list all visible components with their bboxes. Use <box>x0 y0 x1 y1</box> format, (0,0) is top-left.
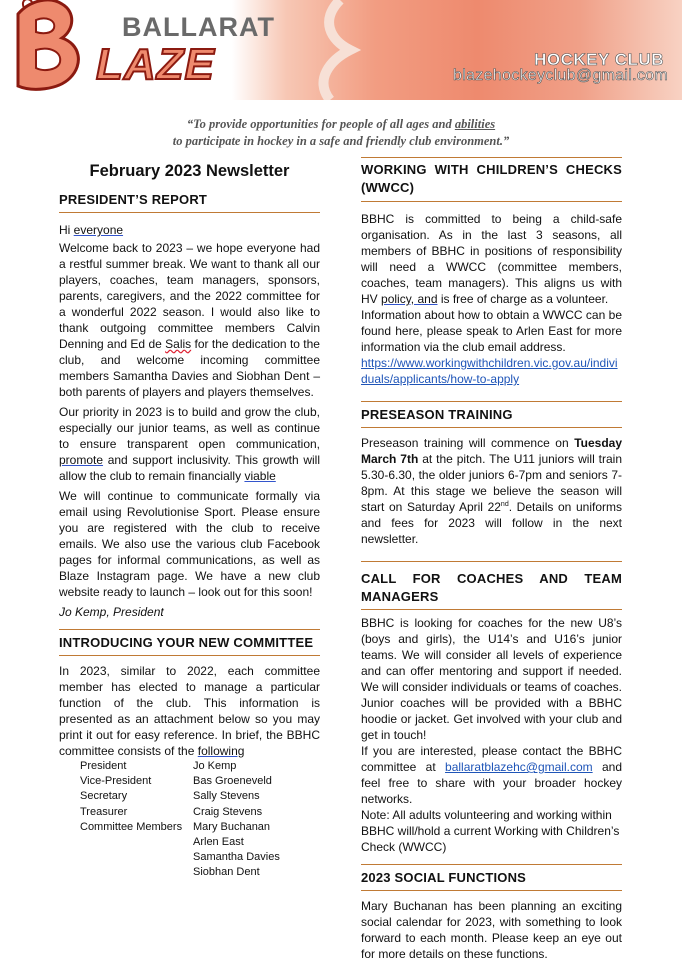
flame-b-logo-icon <box>10 0 96 94</box>
committee-heading: INTRODUCING YOUR NEW COMMITTEE <box>59 635 314 650</box>
committee-member-name: Bas Groeneveld <box>193 775 272 788</box>
coaches-email-link[interactable]: ballaratblazehc@gmail.com <box>445 760 593 774</box>
committee-role <box>80 865 193 880</box>
committee-member-name: Mary Buchanan <box>193 820 271 833</box>
committee-row <box>80 805 280 820</box>
committee-row <box>80 865 280 880</box>
committee-role: Secretary <box>80 790 128 803</box>
header-email[interactable]: blazehockeyclub@gmail.com <box>453 67 668 84</box>
social-paragraph: Mary Buchanan has been planning an exciting social calendar for 2023, with something to look forward to each month. Please keep an eye out for more details on these functions. <box>361 899 622 961</box>
motto-line1: “To provide opportunities for people of all ages and abilities <box>186 117 496 131</box>
left-column <box>59 160 320 881</box>
club-name-top: BALLARAT <box>122 12 275 42</box>
committee-role <box>80 850 193 865</box>
coaches-heading: CALL FOR COACHES AND TEAM MANAGERS <box>361 571 622 604</box>
committee-role <box>80 835 193 850</box>
coaches-paragraph-3: Note: All adults volunteering and working within BBHC will/hold a current Working with Children’s Check (WWCC) <box>361 808 620 854</box>
committee-row <box>80 835 280 850</box>
committee-member-name: Craig Stevens <box>193 805 263 818</box>
preseason-paragraph: Preseason training will commence on Tuesday March 7th at the pitch. The U11 juniors will train 5.30-6.30, the older juniors 6-7pm and seniors 7-8pm. At this stage we believe the season will start on Saturday April 22nd. Details on uniforms and fees for 2023 will follow in the next newsletter. <box>361 436 623 546</box>
committee-member-name: Sally Stevens <box>193 790 260 803</box>
greeting: Hi everyone <box>59 223 124 237</box>
presidents-report-heading: PRESIDENT’S REPORT <box>59 192 208 207</box>
committee-row <box>80 789 280 804</box>
committee-member-name: Samantha Davies <box>193 851 280 864</box>
wwcc-paragraph-1: BBHC is committed to being a child-safe organisation. As in the last 3 seasons, all members of BBHC in positions of responsibility will need a WWCC (committee members, coaches, team managers). This aligns us with HV policy, and is free of charge as a volunteer. <box>361 212 622 306</box>
wwcc-paragraph-2: Information about how to obtain a WWCC can be found here, please speak to Arlen East for more information via the club email address. <box>361 308 622 354</box>
club-motto <box>0 116 682 150</box>
president-signoff: Jo Kemp, President <box>59 605 164 619</box>
committee-role: President <box>80 760 127 772</box>
committee-member-name: Siobhan Dent <box>193 866 260 879</box>
newsletter-title: February 2023 Newsletter <box>89 162 290 180</box>
committee-table <box>80 759 280 881</box>
committee-row <box>80 850 280 865</box>
committee-paragraph: In 2023, similar to 2022, each committee member has elected to manage a particular function of the club. This information is presented as an attachment below so you may print it out for easy reference. In brief, the BBHC committee consists of the following <box>59 664 320 758</box>
committee-row <box>80 774 280 789</box>
committee-role: Treasurer <box>80 805 128 818</box>
preseason-heading: PRESEASON TRAINING <box>361 407 513 422</box>
motto-abilities: abilities <box>454 117 496 131</box>
wwcc-heading: WORKING WITH CHILDREN’S CHECKS (WWCC) <box>361 162 622 195</box>
committee-role: Vice-President <box>80 775 152 788</box>
committee-member-name: Arlen East <box>193 836 244 849</box>
wwcc-link[interactable]: https://www.workingwithchildren.vic.gov.au/individuals/applicants/how-to-apply <box>361 356 618 386</box>
right-column <box>361 157 622 962</box>
hockey-stick-swoosh-icon <box>300 0 380 100</box>
committee-row <box>80 820 280 835</box>
motto-line2: to participate in hockey in a safe and friendly club environment.” <box>172 134 510 148</box>
club-name-main: LAZE <box>96 40 215 89</box>
committee-role: Committee Members <box>80 820 183 833</box>
committee-member-name: Jo Kemp <box>193 760 237 772</box>
coaches-paragraph-2: If you are interested, please contact the BBHC committee at ballaratblazehc@gmail.com and feel free to share with your broader hockey networks. <box>361 744 623 806</box>
header-banner <box>0 0 682 100</box>
coaches-paragraph-1: BBHC is looking for coaches for the new U8’s (boys and girls), the U14’s and U16’s junior teams. We will consider all levels of experience and can offer mentoring and support if needed. We will consider individuals or teams of coaches. Junior coaches will be provided with a BBHC hoodie or jacket. Get involved with your club and get in touch! <box>361 616 622 742</box>
hockey-club-label: HOCKEY CLUB <box>534 50 664 69</box>
presidents-paragraph-1: Welcome back to 2023 – we hope everyone had a restful summer break. We want to thank all our players, coaches, team managers, sponsors, parents, caregivers, and the 2022 committee for a wonderful 2022 season. I would also like to thank outgoing committee members Calvin Denning and Ed de Salis for the dedication to the club, and welcome incoming committee members Samantha Davies and Siobhan Dent – both parents of players and players themselves. <box>59 241 320 399</box>
committee-row <box>80 759 280 774</box>
social-heading: 2023 SOCIAL FUNCTIONS <box>361 870 527 885</box>
presidents-paragraph-3: We will continue to communicate formally via email using Revolutionise Sport. Please ensure you are registered with the club to receive emails. We also use the various club Facebook pages for informal communications, as well as Blaze Instagram page. We have a new club website ready to launch – look out for this soon! <box>59 489 320 599</box>
wwcc-link-row <box>361 355 622 387</box>
presidents-paragraph-2: Our priority in 2023 is to build and grow the club, especially our junior teams, as well as continue to ensure transparent open communication, promote and support inclusivity. This growth will allow the club to remain financially viable <box>59 405 320 483</box>
